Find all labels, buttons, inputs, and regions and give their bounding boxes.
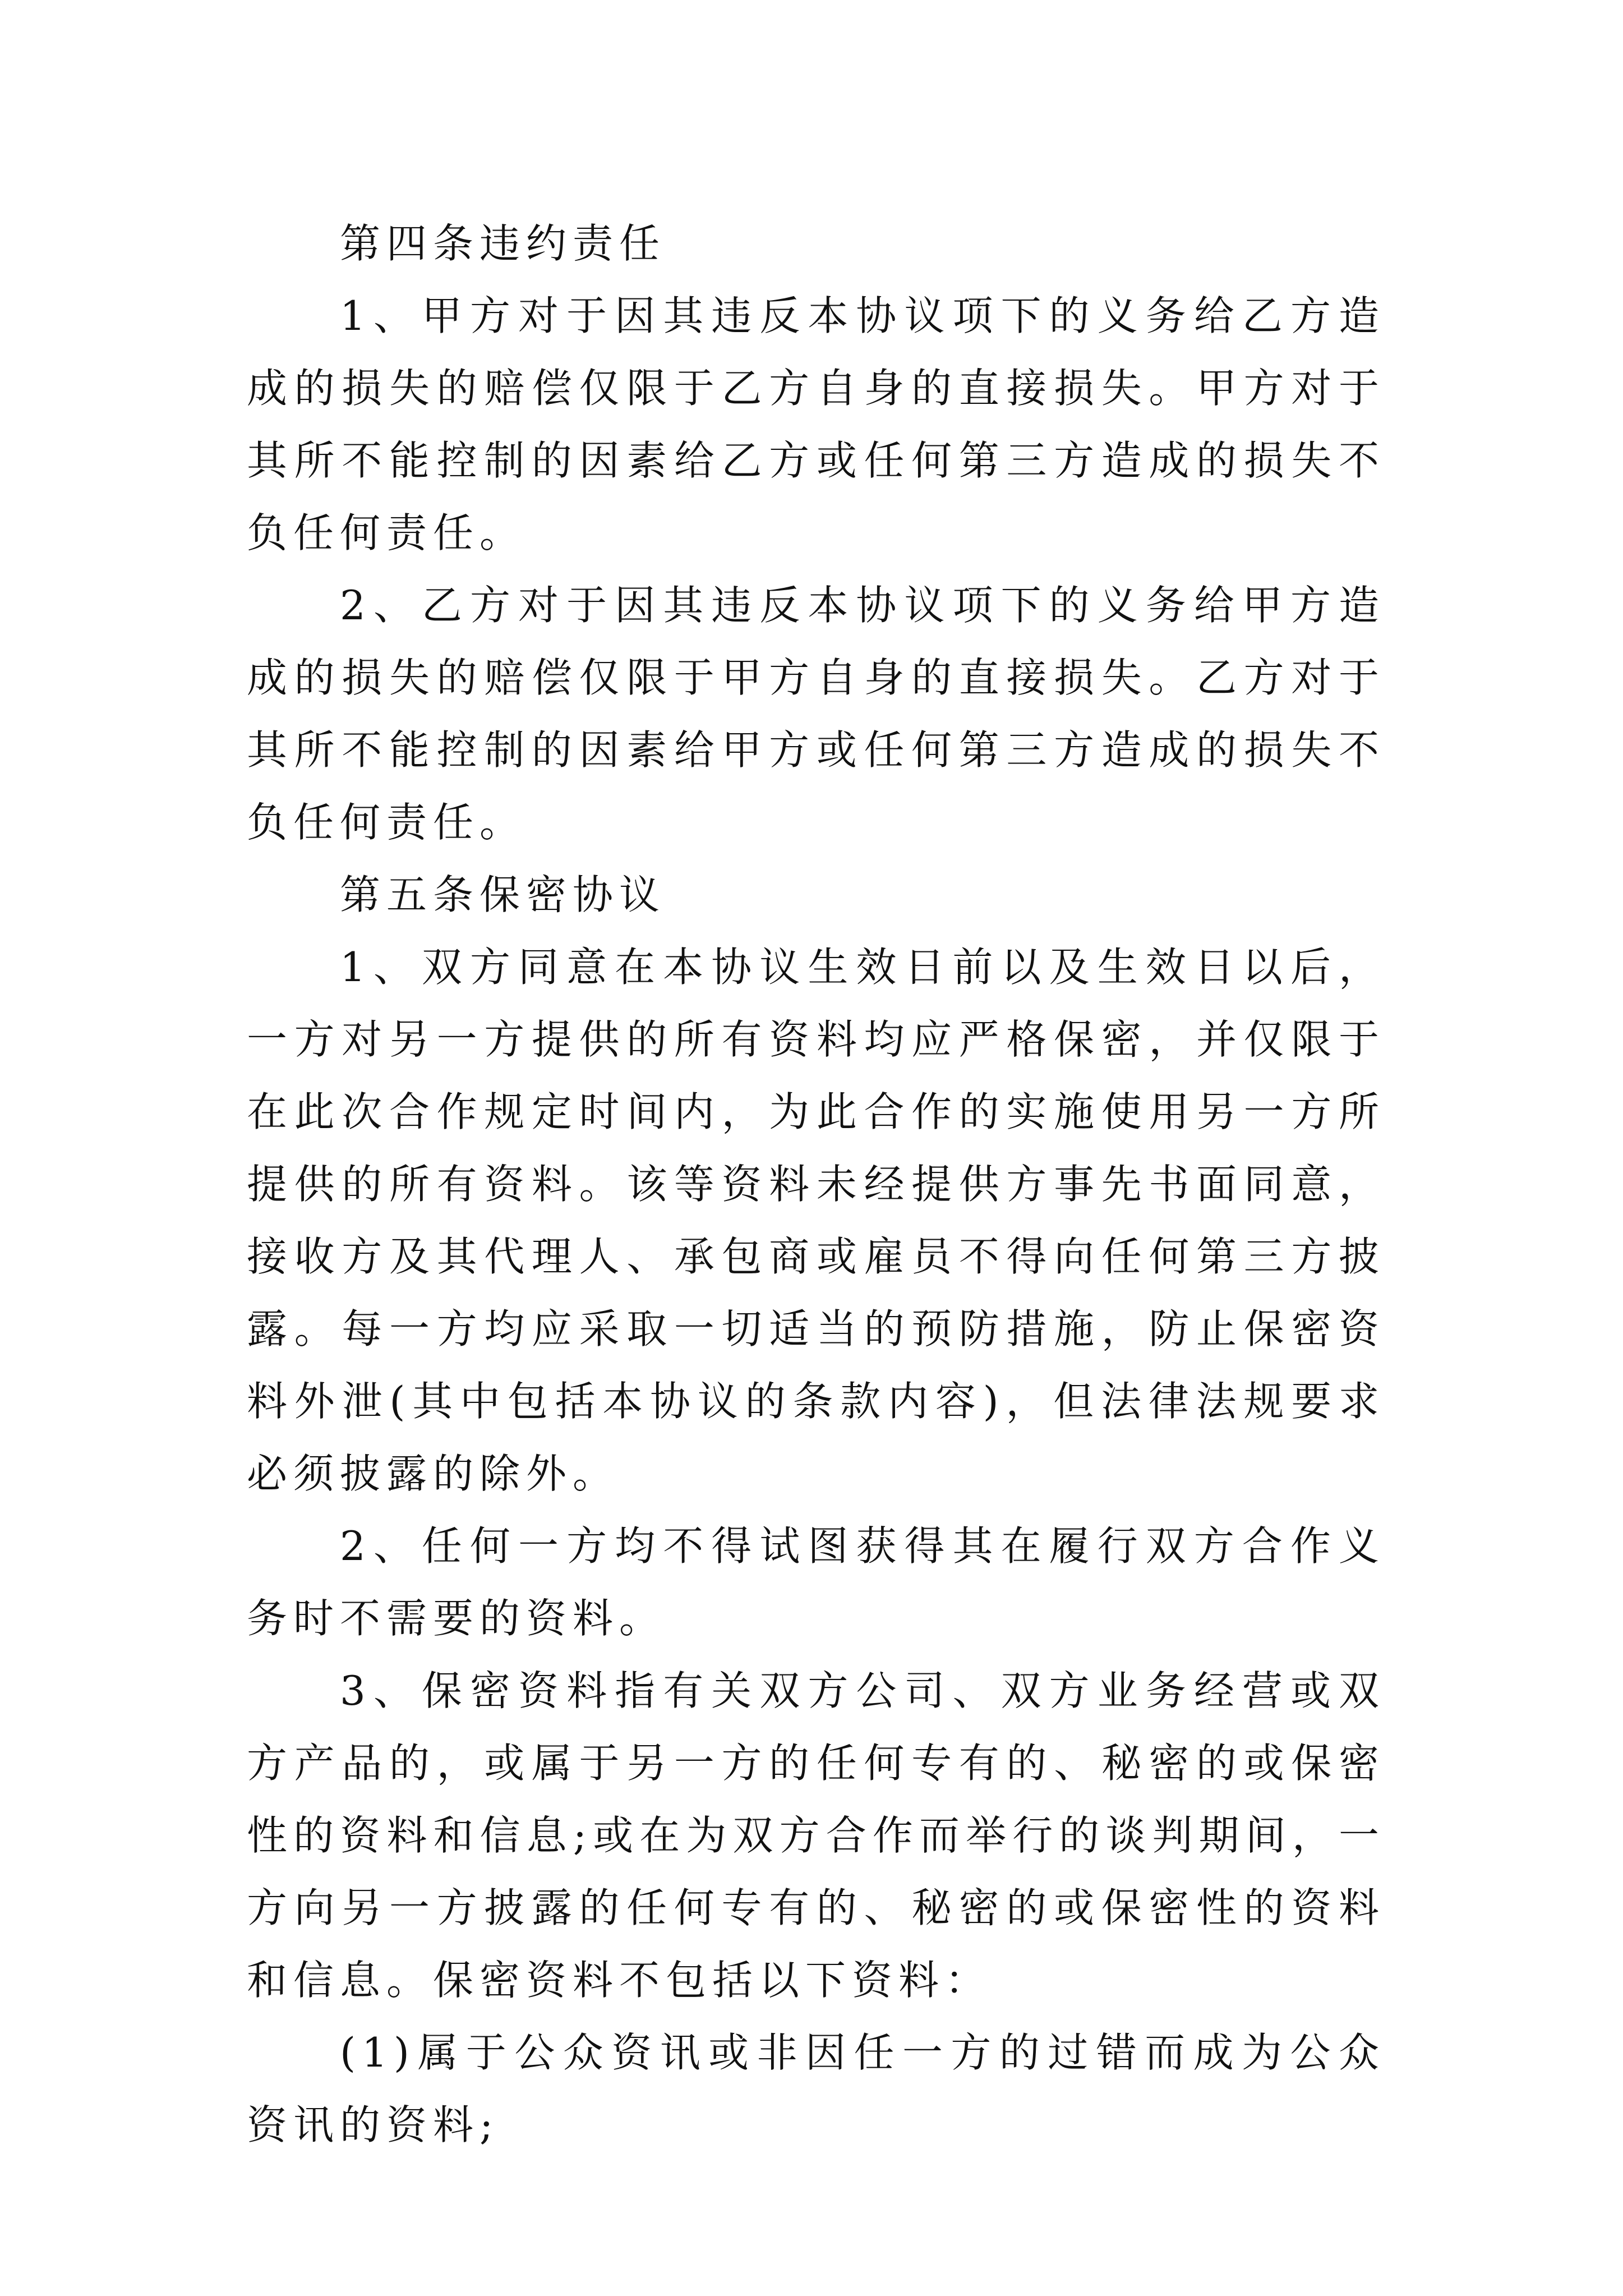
document-body	[247, 208, 1385, 2161]
clause-paragraph: 2、乙方对于因其违反本协议项下的义务给甲方造成的损失的赔偿仅限于甲方自身的直接损失。乙方对于其所不能控制的因素给甲方或任何第三方造成的损失不负任何责任。	[247, 582, 1385, 846]
clause-paragraph: 1、甲方对于因其违反本协议项下的义务给乙方造成的损失的赔偿仅限于乙方自身的直接损失。甲方对于其所不能控制的因素给乙方或任何第三方造成的损失不负任何责任。	[247, 292, 1385, 556]
clause-paragraph: 1、双方同意在本协议生效日前以及生效日以后，一方对另一方提供的所有资料均应严格保密，并仅限于在此次合作规定时间内，为此合作的实施使用另一方所提供的所有资料。该等资料未经提供方事先书面同意，接收方及其代理人、承包商或雇员不得向任何第三方披露。每一方均应采取一切适当的预防措施，防止保密资料外泄(其中包括本协议的条款内容)，但法律法规要求必须披露的除外。	[247, 944, 1385, 1497]
clause-subitem: (1)属于公众资讯或非因任一方的过错而成为公众资讯的资料;	[247, 2029, 1385, 2148]
clause-paragraph: 3、保密资料指有关双方公司、双方业务经营或双方产品的，或属于另一方的任何专有的、秘密的或保密性的资料和信息;或在为双方合作而举行的谈判期间，一方向另一方披露的任何专有的、秘密的或保密性的资料和信息。保密资料不包括以下资料：	[247, 1667, 1385, 2004]
clause-paragraph: 2、任何一方均不得试图获得其在履行双方合作义务时不需要的资料。	[247, 1522, 1385, 1642]
section-heading-confidentiality: 第五条保密协议	[340, 871, 666, 918]
section-heading-breach-liability: 第四条违约责任	[340, 220, 666, 267]
